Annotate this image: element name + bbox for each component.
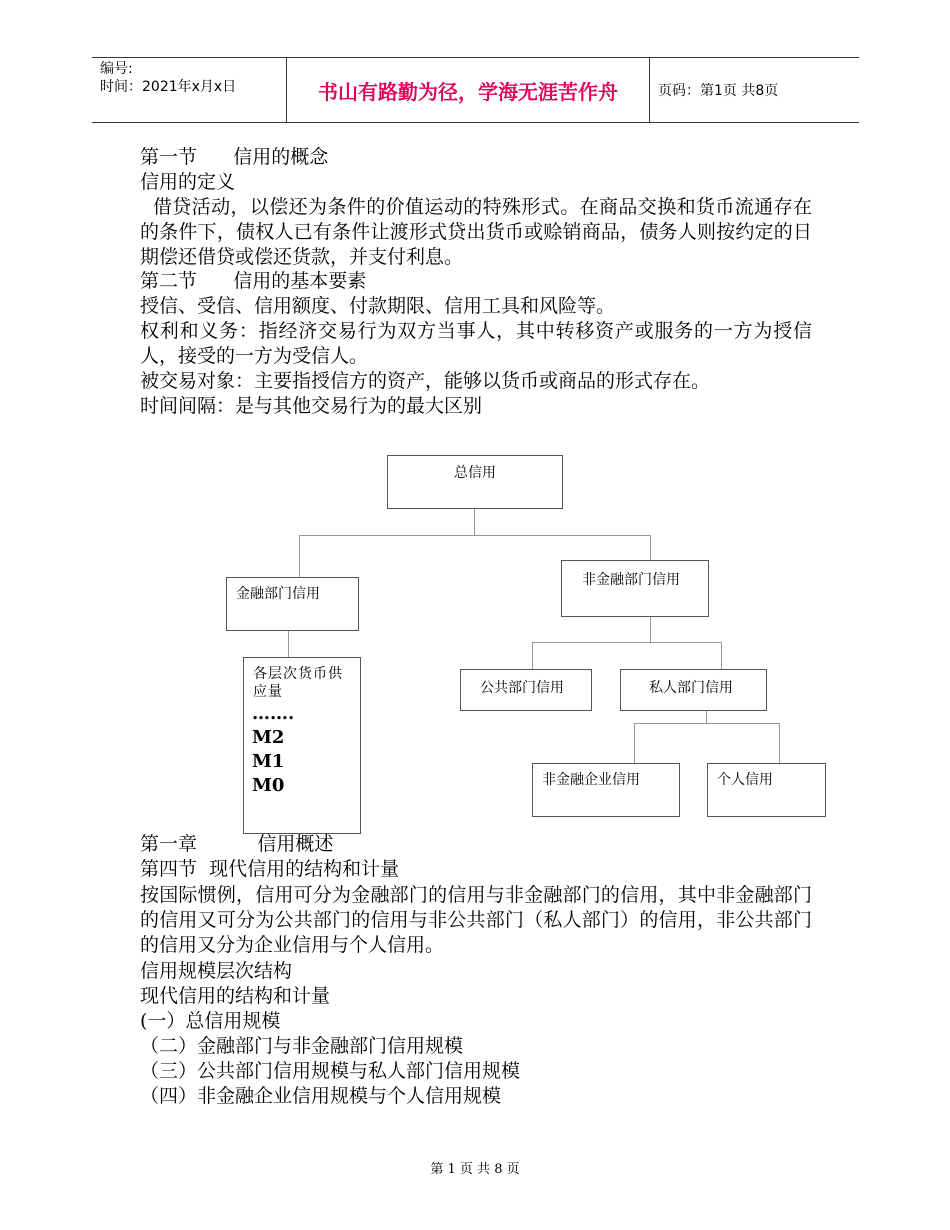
- lower-line-2: 现代信用的结构和计量: [140, 985, 331, 1007]
- public-credit-label: 公共部门信用: [480, 680, 564, 696]
- personal-credit-label: 个人信用: [717, 772, 773, 788]
- connector: [706, 709, 707, 723]
- enterprise-credit-box: [532, 763, 680, 817]
- section2-title: 第二节 信用的基本要素: [140, 270, 367, 292]
- financial-credit-label: 金融部门信用: [236, 586, 320, 602]
- money-supply-title: 各层次货币供应量: [253, 666, 343, 700]
- nonfinancial-credit-box: [561, 560, 709, 617]
- connector: [532, 642, 722, 643]
- money-supply-item: M1: [252, 751, 285, 772]
- money-supply-item: …….: [252, 703, 295, 724]
- chapter-title: 第一章 信用概述: [140, 833, 334, 855]
- lower-line-4: （二）金融部门与非金融部门信用规模: [140, 1035, 464, 1057]
- connector: [299, 535, 650, 536]
- public-credit-box: [460, 669, 592, 711]
- connector: [779, 723, 780, 763]
- section2-line3: 时间间隔：是与其他交易行为的最大区别: [140, 395, 483, 417]
- money-supply-list: [252, 702, 294, 798]
- section1-paragraph: 借贷活动，以偿还为条件的价值运动的特殊形式。在商品交换和货币流通存在的条件下，债权人已有条件让渡形式贷出货币或赊销商品，债务人则按约定的日期偿还借贷或偿还货款，并支付利息。: [140, 196, 812, 268]
- section4-paragraph: 按国际惯例，信用可分为金融部门的信用与非金融部门的信用，其中非金融部门的信用又可分为公共部门的信用与非公共部门（私人部门）的信用，非公共部门的信用又分为企业信用与个人信用。: [140, 884, 812, 956]
- header-number-label: 编号:: [100, 61, 133, 77]
- section2-line1: 授信、受信、信用额度、付款期限、信用工具和风险等。: [140, 295, 616, 317]
- connector: [474, 508, 475, 535]
- header-page-info: 页码：第1页 共8页: [658, 83, 779, 99]
- connector: [721, 642, 722, 669]
- personal-credit-box: [707, 763, 826, 817]
- section4-title: 第四节 现代信用的结构和计量: [140, 858, 400, 880]
- lower-line-3: (一）总信用规模: [140, 1010, 281, 1032]
- section2-line2: 被交易对象：主要指授信方的资产，能够以货币或商品的形式存在。: [140, 370, 711, 392]
- header-divider-right: [649, 57, 650, 122]
- lower-line-1: 信用规模层次结构: [140, 960, 293, 982]
- financial-credit-box: [226, 577, 359, 631]
- private-credit-box: [620, 669, 767, 711]
- money-supply-item: M2: [252, 727, 285, 748]
- connector: [634, 723, 635, 763]
- section2-paragraph: 权利和义务：指经济交易行为双方当事人，其中转移资产或服务的一方为授信人，接受的一方为受信人。: [140, 320, 812, 367]
- header-motto: 书山有路勤为径，学海无涯苦作舟: [318, 80, 618, 104]
- header-time-label: 时间：2021年x月x日: [100, 79, 237, 95]
- connector: [650, 615, 651, 642]
- total-credit-label: 总信用: [454, 465, 496, 481]
- total-credit-box: [387, 455, 563, 509]
- enterprise-credit-label: 非金融企业信用: [542, 772, 640, 788]
- money-supply-item: M0: [252, 775, 285, 796]
- connector: [634, 723, 780, 724]
- section1-title: 第一节 信用的概念: [140, 146, 329, 168]
- page-footer: 第 1 页 共 8 页: [430, 1162, 520, 1177]
- connector: [532, 642, 533, 669]
- private-credit-label: 私人部门信用: [649, 680, 733, 696]
- connector: [299, 535, 300, 577]
- lower-line-6: （四）非金融企业信用规模与个人信用规模: [140, 1085, 502, 1107]
- nonfinancial-credit-label: 非金融部门信用: [582, 572, 680, 588]
- connector: [288, 629, 289, 657]
- connector: [650, 535, 651, 560]
- header-bottom-rule: [92, 122, 859, 123]
- money-supply-box: [243, 657, 361, 834]
- header-top-rule: [92, 57, 859, 58]
- lower-line-5: （三）公共部门信用规模与私人部门信用规模: [140, 1060, 521, 1082]
- header-divider-left: [286, 57, 287, 122]
- section1-subtitle: 信用的定义: [140, 171, 236, 193]
